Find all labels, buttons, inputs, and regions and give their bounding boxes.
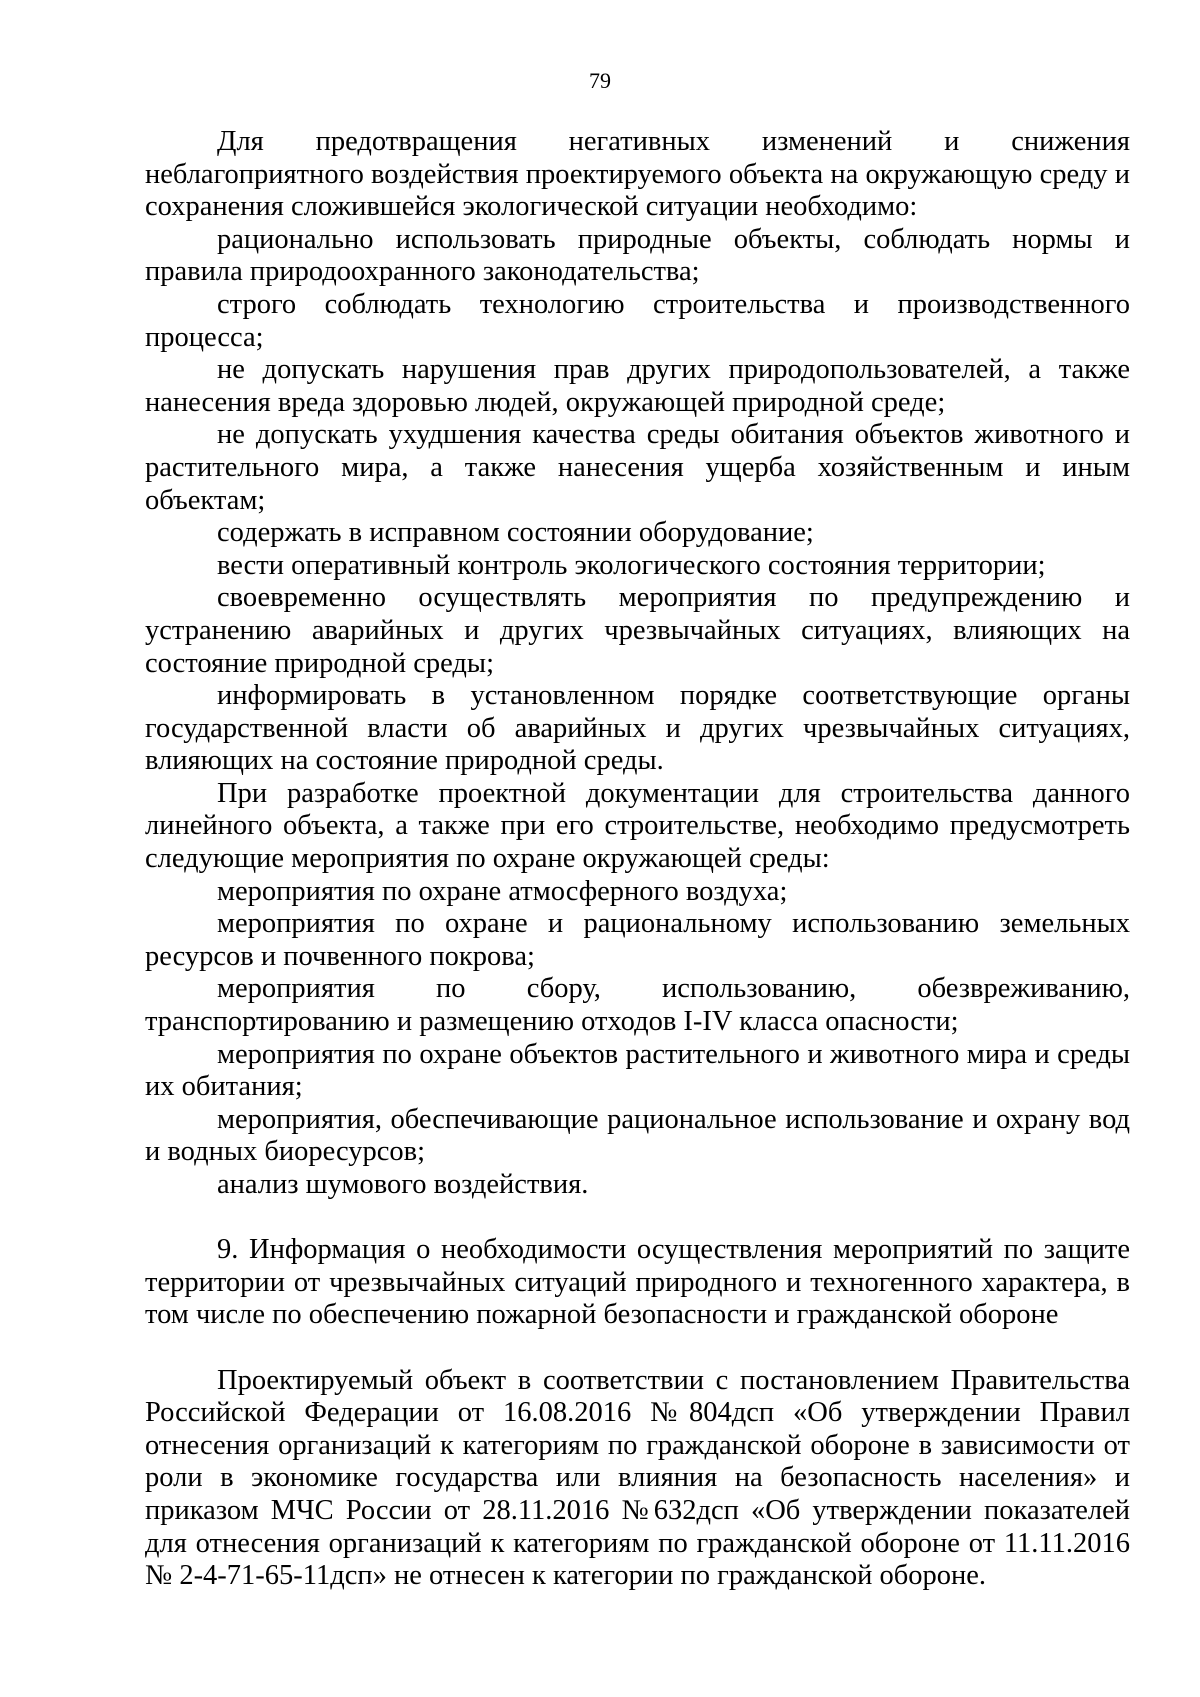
list-item: информировать в установленном порядке соответствующие органы государственной власти об аварийных и других чрезвычайных ситуациях, влияющих на состояние природной среды. — [145, 680, 1130, 777]
page-number: 79 — [589, 68, 611, 93]
paragraph: При разработке проектной документации для строительства данного линейного объекта, а также при его строительстве, необходимо предусмотреть следующие мероприятия по охране окружающей среды: — [145, 777, 1130, 875]
list-item: мероприятия, обеспечивающие рациональное использование и охрану вод и водных биоресурсов; — [145, 1103, 1130, 1168]
list-item: мероприятия по охране и рациональному использованию земельных ресурсов и почвенного покрова; — [145, 908, 1130, 972]
blank-line — [145, 1202, 1130, 1235]
list-item: своевременно осуществлять мероприятия по предупреждению и устранению аварийных и других чрезвычайных ситуациях, влияющих на состояние природной среды; — [145, 582, 1130, 679]
paragraph: Проектируемый объект в соответствии с постановлением Правительства Российской Федерации от 16.08.2016 №804дсп «Об утверждении Правил отнесения организаций к категориям по гражданской обороне в зависимости от роли в экономике государства или влияния на безопасность населения» и приказом МЧС России от 28.11.2016 №632дсп «Об утверждении показателей для отнесения организаций к категориям по гражданской обороне от 11.11.2016 № 2-4-71-65-11дсп» не отнесен к категории по гражданской обороне. — [145, 1364, 1130, 1592]
blank-line — [145, 1332, 1130, 1365]
list-item: содержать в исправном состоянии оборудование; — [217, 517, 814, 549]
list-item: мероприятия по сбору, использованию, обезвреживанию, транспортированию и размещению отходов I-IV класса опасности; — [145, 973, 1130, 1038]
list-item: мероприятия по охране объектов растительного и животного мира и среды их обитания; — [145, 1038, 1130, 1103]
section-heading: 9. Информация о необходимости осуществления мероприятий по защите территории от чрезвычайных ситуаций природного и техногенного характера, в том числе по обеспечению пожарной безопасности и гражданской обороне — [145, 1234, 1130, 1331]
list-item: мероприятия по охране атмосферного воздуха; — [217, 875, 788, 907]
paragraph: Для предотвращения негативных изменений и снижения неблагоприятного воздействия проектируемого объекта на окружающую среду и сохранения сложившейся экологической ситуации необходимо: — [145, 126, 1130, 223]
list-item: анализ шумового воздействия. — [217, 1169, 589, 1200]
list-item: вести оперативный контроль экологического состояния территории; — [217, 549, 1046, 581]
page-content — [145, 126, 1130, 1593]
list-item: не допускать нарушения прав других природопользователей, а также нанесения вреда здоровью людей, окружающей природной среде; — [145, 354, 1130, 418]
list-item: не допускать ухудшения качества среды обитания объектов животного и растительного мира, а также нанесения ущерба хозяйственным и иным объектам; — [145, 419, 1130, 516]
list-item: строго соблюдать технологию строительства и производственного процесса; — [145, 288, 1130, 353]
list-item: рационально использовать природные объекты, соблюдать нормы и правила природоохранного законодательства; — [145, 223, 1130, 288]
